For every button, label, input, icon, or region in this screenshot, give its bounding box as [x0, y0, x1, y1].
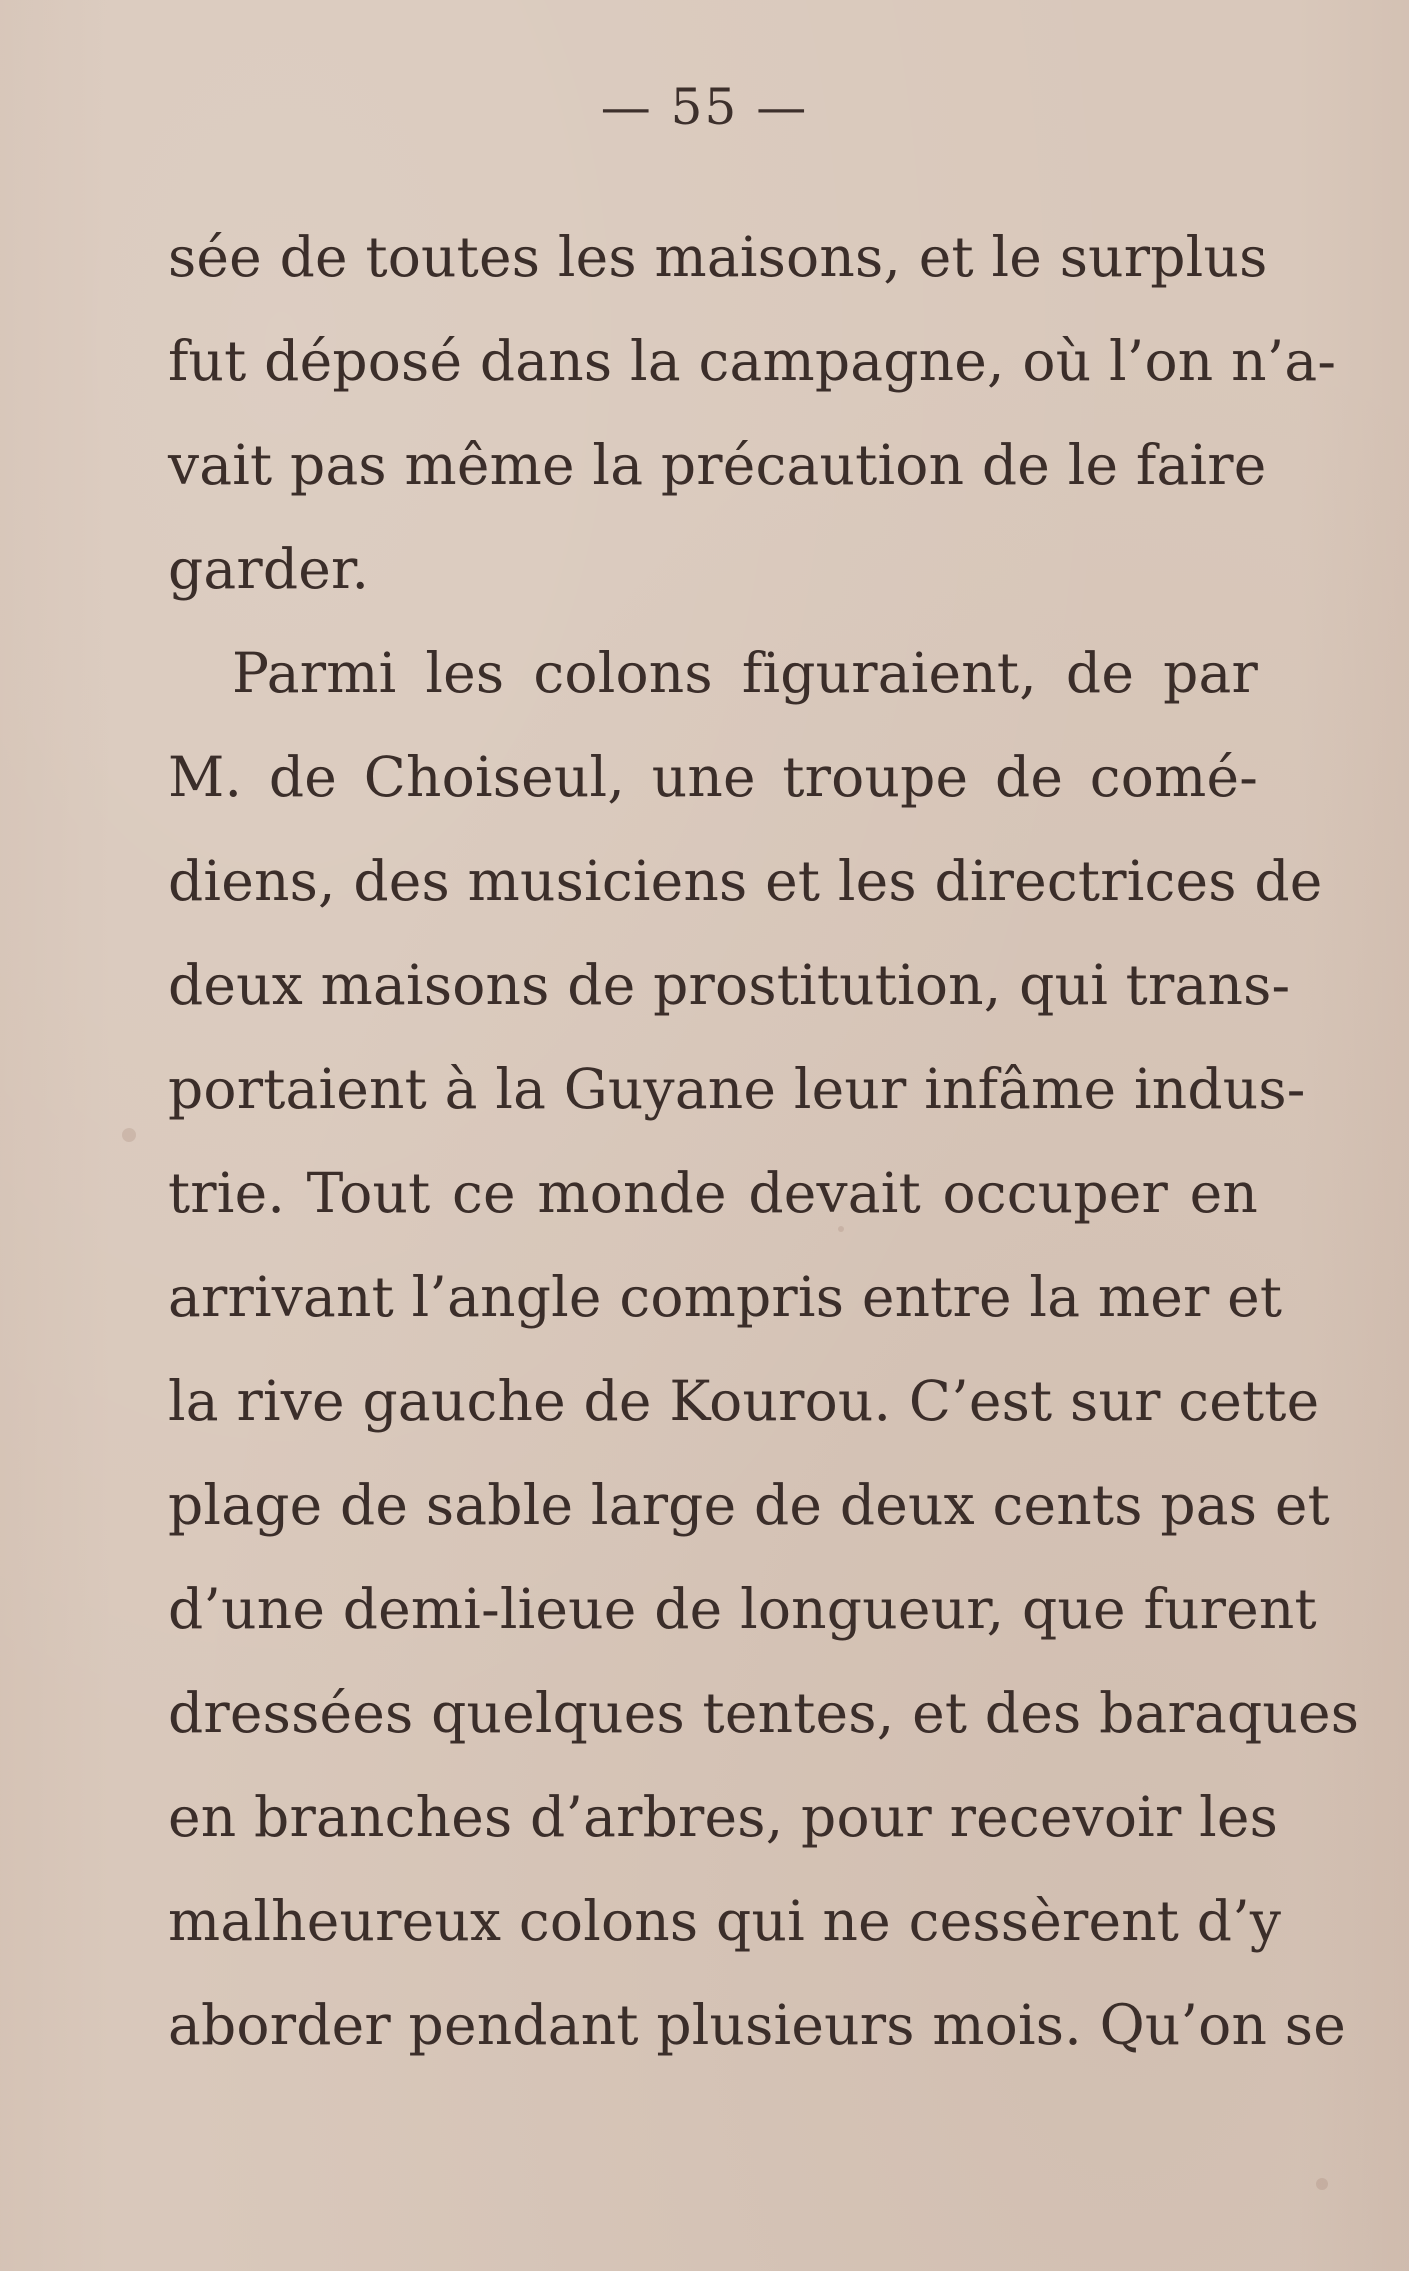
text-line: vait pas même la précaution de le faire — [168, 433, 1267, 497]
text-line-paragraph-start: Parmi les colons figuraient, de par — [232, 641, 1258, 705]
text-line: d’une demi-lieue de longueur, que furent — [168, 1577, 1317, 1641]
text-line: arrivant l’angle compris entre la mer et — [168, 1265, 1283, 1329]
text-line: malheureux colons qui ne cessèrent d’y — [168, 1889, 1282, 1953]
page-number: — 55 — — [600, 78, 809, 136]
text-line: fut déposé dans la campagne, où l’on n’a- — [168, 329, 1337, 393]
paper-spot — [122, 1128, 136, 1142]
text-line: deux maisons de prostitution, qui trans- — [168, 953, 1291, 1017]
paper-spot — [1316, 2178, 1328, 2190]
text-line-paragraph-end: garder. — [168, 537, 370, 601]
text-line: plage de sable large de deux cents pas et — [168, 1473, 1330, 1537]
text-line: aborder pendant plusieurs mois. Qu’on se — [168, 1993, 1346, 2057]
text-line: M. de Choiseul, une troupe de comé- — [168, 745, 1258, 809]
paper-spot — [838, 1226, 844, 1232]
text-line: dressées quelques tentes, et des baraques — [168, 1681, 1360, 1745]
text-line: en branches d’arbres, pour recevoir les — [168, 1785, 1279, 1849]
text-line: sée de toutes les maisons, et le surplus — [168, 225, 1268, 289]
text-line: trie. Tout ce monde devait occuper en — [168, 1161, 1258, 1225]
text-line: portaient à la Guyane leur infâme indus- — [168, 1057, 1306, 1121]
body-text — [168, 205, 1360, 2077]
text-line: la rive gauche de Kourou. C’est sur cette — [168, 1369, 1320, 1433]
text-line: diens, des musiciens et les directrices de — [168, 849, 1323, 913]
